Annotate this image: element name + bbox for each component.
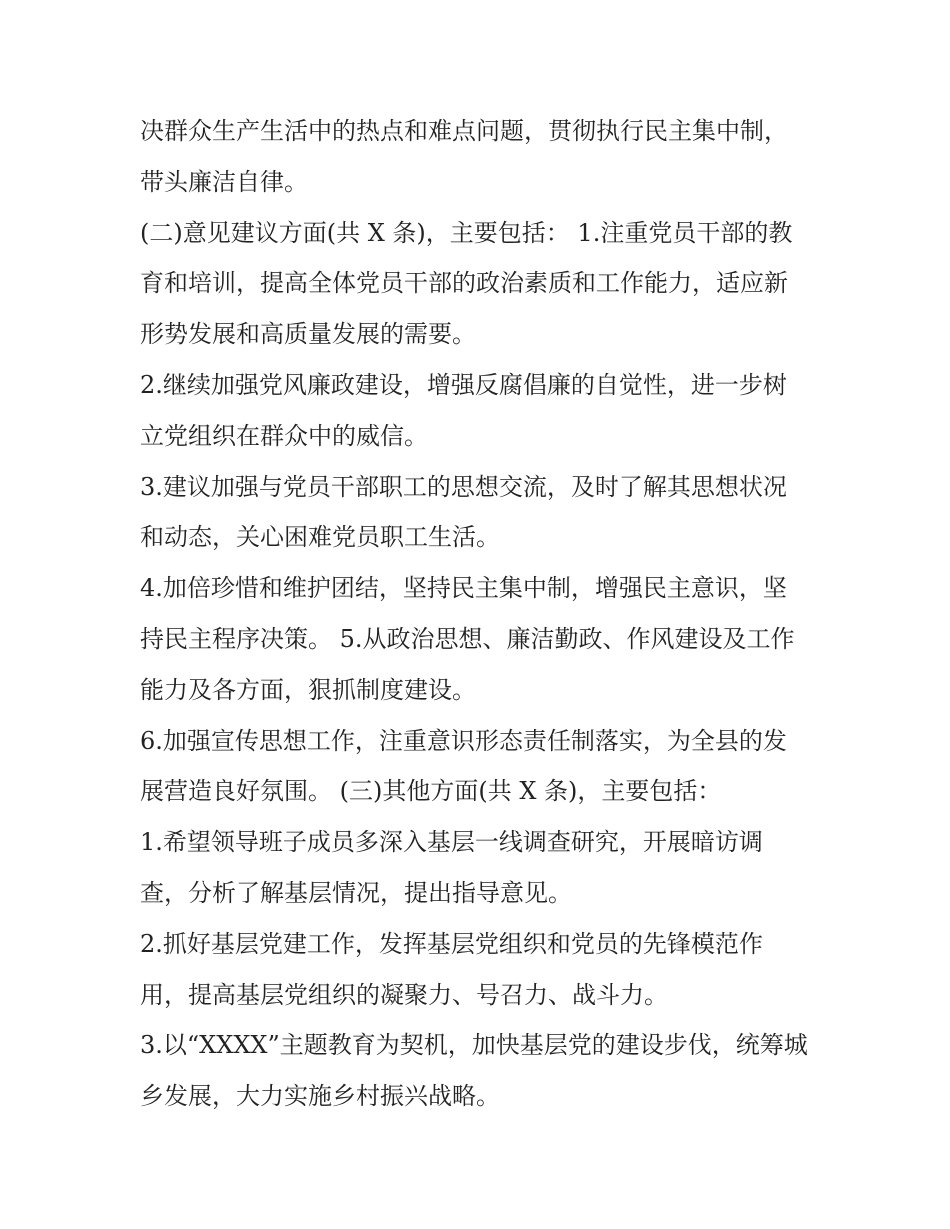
text-line: 3.以“XXXX”主题教育为契机，加快基层党的建设步伐，统筹城: [140, 1031, 808, 1060]
text-line: 2.继续加强党风廉政建设，增强反腐倡廉的自觉性，进一步树: [140, 370, 787, 399]
text-line: 能力及各方面，狠抓制度建设。: [140, 675, 476, 704]
text-line: 带头廉洁自律。: [140, 167, 308, 196]
text-line: (二)意见建议方面(共 X 条)，主要包括： 1.注重党员干部的教: [140, 218, 793, 247]
text-line: 1.希望领导班子成员多深入基层一线调查研究，开展暗访调: [140, 828, 763, 857]
text-line: 形势发展和高质量发展的需要。: [140, 320, 476, 349]
text-line: 决群众生产生活中的热点和难点问题，贯彻执行民主集中制，: [140, 117, 788, 145]
text-line: 持民主程序决策。 5.从政治思想、廉洁勤政、作风建设及工作: [140, 624, 795, 653]
text-line: 3.建议加强与党员干部职工的思想交流，及时了解其思想状况: [140, 472, 787, 501]
text-line: 立党组织在群众中的威信。: [140, 421, 428, 450]
text-line: 6.加强宣传思想工作，注重意识形态责任制落实，为全县的发: [140, 726, 787, 755]
document-body: [140, 106, 820, 1122]
text-line: 乡发展，大力实施乡村振兴战略。: [140, 1082, 500, 1111]
text-line: 用，提高基层党组织的凝聚力、号召力、战斗力。: [140, 980, 668, 1009]
text-line: 育和培训，提高全体党员干部的政治素质和工作能力，适应新: [140, 269, 788, 298]
text-line: 4.加倍珍惜和维护团结，坚持民主集中制，增强民主意识，坚: [140, 574, 787, 603]
text-line: 2.抓好基层党建工作，发挥基层党组织和党员的先锋模范作: [140, 929, 763, 958]
text-line: 展营造良好氛围。 (三)其他方面(共 X 条)，主要包括：: [140, 777, 722, 806]
text-line: 和动态，关心困难党员职工生活。: [140, 523, 500, 552]
text-line: 查，分析了解基层情况，提出指导意见。: [140, 878, 572, 907]
